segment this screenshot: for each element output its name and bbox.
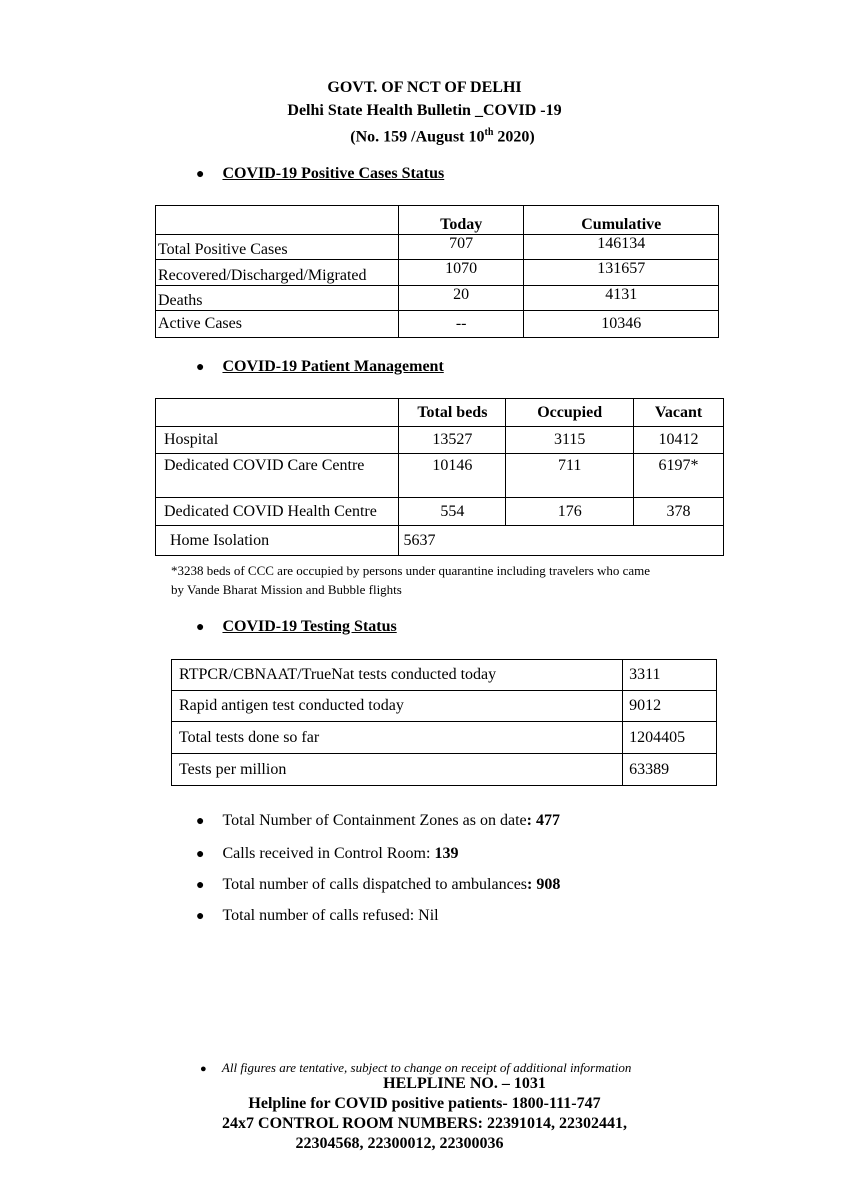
testing-row-value: 9012 xyxy=(623,691,717,722)
bullet-icon: ● xyxy=(196,878,205,893)
patient-row-vacant: 10412 xyxy=(634,427,724,454)
table-row xyxy=(172,722,717,754)
testing-row-value: 3311 xyxy=(623,660,717,691)
info-text: Calls received in Control Room: xyxy=(222,845,435,862)
table-row xyxy=(156,498,724,526)
testing-row-label: RTPCR/CBNAAT/TrueNat tests conducted today xyxy=(172,660,623,691)
testing-row-label: Rapid antigen test conducted today xyxy=(172,691,623,722)
cases-heading-text: COVID-19 Positive Cases Status xyxy=(222,165,445,182)
bullet-icon: ● xyxy=(196,909,205,924)
cases-row-cumulative: 4131 xyxy=(524,286,719,311)
cases-row-today: 707 xyxy=(398,235,524,260)
helpline-number: HELPLINE NO. – 1031 xyxy=(383,1075,546,1092)
patient-row-occupied: 711 xyxy=(506,454,634,498)
list-item xyxy=(196,875,560,896)
info-value: : 908 xyxy=(527,876,561,893)
bullet-icon: ● xyxy=(196,814,205,829)
list-item xyxy=(196,811,560,832)
patient-header-total: Total beds xyxy=(399,399,506,427)
bulletin-number xyxy=(18,123,849,147)
cases-row-label: Deaths xyxy=(156,286,399,311)
section-testing-heading xyxy=(196,618,397,636)
patient-row-label: Dedicated COVID Care Centre xyxy=(156,454,399,498)
patient-row-total: 13527 xyxy=(399,427,506,454)
bullet-icon: ● xyxy=(196,167,205,182)
cases-row-label: Active Cases xyxy=(156,311,399,338)
table-row xyxy=(156,427,724,454)
patient-heading-text: COVID-19 Patient Management xyxy=(222,358,444,375)
info-text: Total Number of Containment Zones as on date xyxy=(222,812,527,829)
cases-header-today: Today xyxy=(398,206,524,235)
table-row xyxy=(156,454,724,498)
list-item xyxy=(196,844,458,865)
cases-header-cumulative: Cumulative xyxy=(524,206,719,235)
patient-row-vacant: 378 xyxy=(634,498,724,526)
testing-table xyxy=(171,659,717,786)
control-room-line-2: 22304568, 22300012, 22300036 xyxy=(295,1135,504,1152)
info-value: 139 xyxy=(434,845,459,862)
testing-row-label: Tests per million xyxy=(172,754,623,786)
info-text: Total number of calls dispatched to ambulances xyxy=(222,876,528,893)
patient-row-vacant: 6197* xyxy=(634,454,724,498)
cases-row-cumulative: 10346 xyxy=(524,311,719,338)
disclaimer-text: All figures are tentative, subject to change on receipt of additional information xyxy=(221,1060,632,1075)
patient-header-row xyxy=(156,399,724,427)
bulletin-number-year: 2020) xyxy=(493,128,535,146)
testing-heading-text: COVID-19 Testing Status xyxy=(222,618,397,635)
home-isolation-value: 5637 xyxy=(399,526,724,556)
info-text: Total number of calls refused: Nil xyxy=(222,907,439,924)
testing-row-label: Total tests done so far xyxy=(172,722,623,754)
cases-row-today: -- xyxy=(398,311,524,338)
covid-helpline: Helpline for COVID positive patients- 1800-111-747 xyxy=(248,1095,601,1112)
cases-table xyxy=(155,205,719,338)
table-row xyxy=(156,235,719,260)
bullet-icon: ● xyxy=(200,1063,207,1075)
testing-row-value: 63389 xyxy=(623,754,717,786)
cases-row-label: Total Positive Cases xyxy=(156,235,399,260)
patient-row-label: Hospital xyxy=(156,427,399,454)
patient-table xyxy=(155,398,724,556)
list-item xyxy=(196,906,439,927)
section-cases-heading xyxy=(196,165,444,183)
table-row xyxy=(172,660,717,691)
cases-row-today: 1070 xyxy=(398,260,524,286)
control-room-line-1: 24x7 CONTROL ROOM NUMBERS: 22391014, 22302441, xyxy=(222,1115,627,1132)
bullet-icon: ● xyxy=(196,360,205,375)
patient-header-blank xyxy=(156,399,399,427)
table-row xyxy=(156,311,719,338)
cases-header-blank xyxy=(156,206,399,235)
patient-row-total: 10146 xyxy=(399,454,506,498)
table-row xyxy=(156,260,719,286)
table-row xyxy=(156,526,724,556)
cases-header-row xyxy=(156,206,719,235)
section-patient-heading xyxy=(196,358,444,376)
patient-row-label: Dedicated COVID Health Centre xyxy=(156,498,399,526)
table-row xyxy=(172,754,717,786)
bulletin-number-text: (No. 159 /August 10 xyxy=(350,128,485,146)
patient-row-total: 554 xyxy=(399,498,506,526)
cases-row-cumulative: 146134 xyxy=(524,235,719,260)
home-isolation-label: Home Isolation xyxy=(156,526,399,556)
cases-row-label: Recovered/Discharged/Migrated xyxy=(156,260,399,286)
header-title: GOVT. OF NCT OF DELHI xyxy=(327,79,522,96)
patient-header-occupied: Occupied xyxy=(506,399,634,427)
table-row xyxy=(156,286,719,311)
bullet-icon: ● xyxy=(196,620,205,635)
bullet-icon: ● xyxy=(196,847,205,862)
footnote-line-1: *3238 beds of CCC are occupied by persons under quarantine including travelers who came xyxy=(171,563,651,578)
info-value: : 477 xyxy=(526,812,560,829)
bulletin-title: Delhi State Health Bulletin _COVID -19 xyxy=(287,102,562,119)
patient-footnote xyxy=(171,561,771,599)
bulletin-number-sup: th xyxy=(484,127,494,138)
testing-row-value: 1204405 xyxy=(623,722,717,754)
footnote-line-2: by Vande Bharat Mission and Bubble flights xyxy=(171,582,402,597)
cases-row-today: 20 xyxy=(398,286,524,311)
patient-row-occupied: 176 xyxy=(506,498,634,526)
table-row xyxy=(172,691,717,722)
cases-row-cumulative: 131657 xyxy=(524,260,719,286)
patient-row-occupied: 3115 xyxy=(506,427,634,454)
patient-header-vacant: Vacant xyxy=(634,399,724,427)
